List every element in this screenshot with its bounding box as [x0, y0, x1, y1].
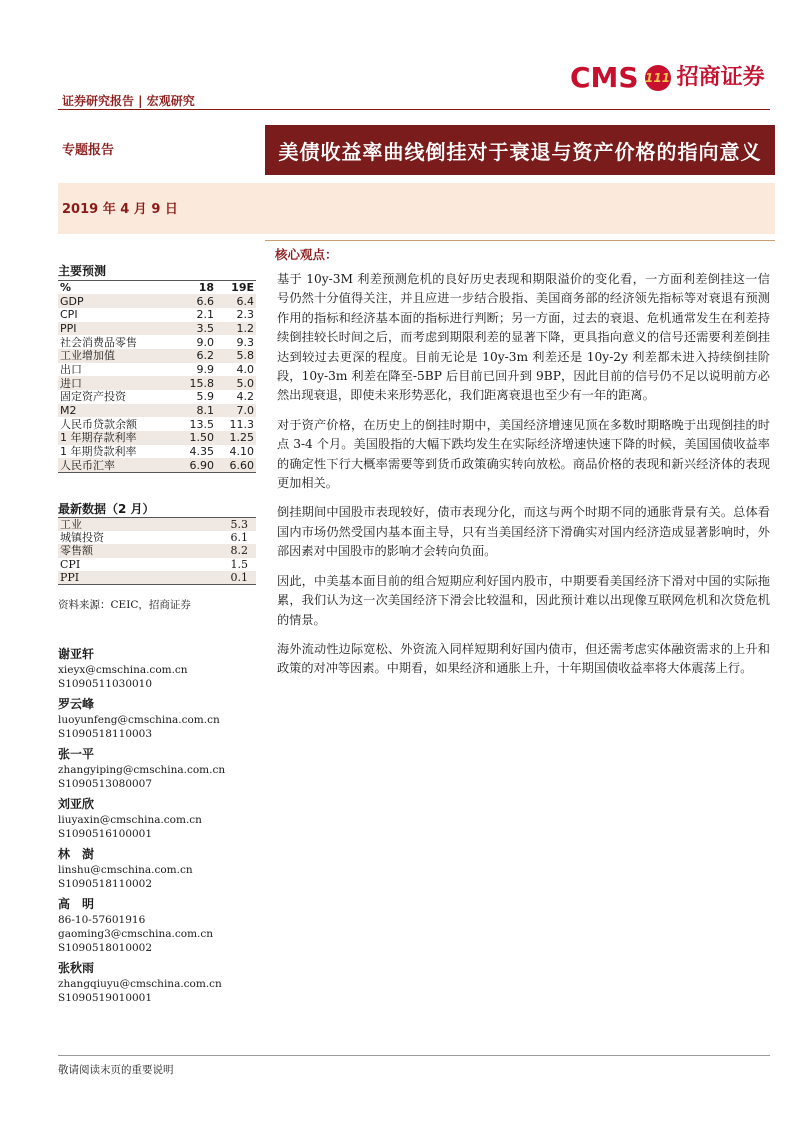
forecast-cell: 1 年期存款利率 — [58, 431, 176, 445]
core-body — [277, 270, 770, 689]
forecast-cell: 3.5 — [176, 322, 216, 336]
forecast-cell: 6.60 — [216, 458, 256, 472]
forecast-cell: 7.0 — [216, 404, 256, 418]
analyst-name: 张秋雨 — [58, 961, 95, 975]
forecast-cell: 2.3 — [236, 308, 254, 322]
analyst-block — [58, 896, 258, 955]
latest-row — [58, 571, 256, 585]
forecast-cell: 5.8 — [216, 349, 256, 363]
title-banner — [265, 125, 775, 175]
analyst-contact: zhangqiuyu@cmschina.com.cn — [58, 978, 222, 990]
forecast-cell: 5.0 — [216, 376, 256, 390]
forecast-row — [58, 363, 256, 377]
forecast-cell: 9.3 — [236, 335, 254, 349]
cms-logo — [570, 61, 765, 94]
forecast-row — [58, 376, 256, 390]
latest-cell: CPI — [60, 557, 81, 571]
analyst-contact: S1090516100001 — [58, 828, 153, 840]
forecast-cell: 5.9 — [196, 390, 214, 404]
forecast-header-cell: % — [58, 281, 176, 295]
core-paragraph: 对于资产价格，在历史上的倒挂时期中，美国经济增速见顶在多数时期略晚于出现倒挂的时点 3-4 个月。美国股指的大幅下跌均发生在实际经济增速快速下降的时候，美国国债收益率的确定性下行大概率需要等到货币政策确实转向放松。商品价格的表现和新兴经济体的表现更加相关。 — [277, 417, 770, 491]
forecast-row — [58, 322, 256, 336]
report-type: 专题报告 — [62, 143, 115, 158]
forecast-table — [58, 280, 256, 473]
forecast-cell: 6.6 — [176, 294, 216, 308]
forecast-cell: 13.5 — [189, 417, 214, 431]
latest-cell: 8.2 — [184, 544, 256, 557]
analyst-name: 谢亚轩 — [58, 647, 95, 661]
forecast-row — [58, 417, 256, 431]
breadcrumb: 证券研究报告 | 宏观研究 — [62, 94, 195, 108]
forecast-cell: 15.8 — [176, 376, 216, 390]
forecast-row — [58, 390, 256, 404]
forecast-cell: 1.2 — [216, 322, 256, 336]
latest-row — [58, 544, 256, 557]
latest-table — [58, 517, 256, 585]
core-divider — [265, 240, 775, 241]
analyst-block — [58, 796, 258, 841]
report-date: 2019 年 4 月 9 日 — [62, 202, 178, 217]
forecast-cell: PPI — [58, 322, 176, 336]
latest-cell: 城镇投资 — [60, 531, 104, 545]
analyst-list — [58, 646, 258, 1010]
forecast-row — [58, 349, 256, 363]
analyst-name: 高 明 — [58, 897, 95, 911]
analyst-block — [58, 846, 258, 891]
source-note: 资料来源：CEIC，招商证券 — [58, 599, 191, 611]
forecast-cell: 出口 — [60, 362, 82, 376]
forecast-row — [58, 445, 256, 459]
analyst-contact: S1090518010002 — [58, 942, 153, 954]
analyst-contact: S1090518110003 — [58, 728, 153, 740]
forecast-title: 主要预测 — [58, 264, 107, 278]
core-paragraph: 因此，中美基本面目前的组合短期应利好国内股市，中期要看美国经济下滑对中国的实际拖累，我们认为这一次美国经济下滑会比较温和，因此预计难以出现像互联网危机和次贷危机的情景。 — [277, 573, 770, 627]
forecast-cell: M2 — [58, 404, 176, 418]
core-paragraph: 基于 10y-3M 利差预测危机的良好历史表现和期限溢价的变化看，一方面利差倒挂这一信号仍然十分值得关注，并且应进一步结合股指、美国商务部的经济领先指标等对衰退有预测作用的指标和经济基本面的指标进行判断；另一方面，过去的衰退、危机通常发生在利差持续倒挂较长时间之后，而考虑到期限利差的显著下降，更具指向意义的信号还需要利差倒挂达到较过去更深的程度。目前无论是 10y-3m 利差还是 10y-2y 利差都未进入持续倒挂阶段，10y-3m 利差在降至-5BP 后目前已回升到 9BP，因此目前的信号仍不足以说明前方必然出现衰退，即使未来形势恶化，我们距离衰退也至少有一年的距离。 — [277, 272, 770, 403]
logo-cms-text: CMS — [570, 61, 639, 94]
analyst-block — [58, 696, 258, 741]
analyst-name: 林 澍 — [58, 847, 95, 861]
forecast-cell: 9.9 — [196, 362, 214, 376]
forecast-cell: 6.90 — [176, 458, 216, 472]
page-title: 美债收益率曲线倒挂对于衰退与资产价格的指向意义 — [278, 139, 762, 164]
forecast-cell: 4.35 — [189, 445, 214, 459]
forecast-cell: 社会消费品零售 — [60, 335, 137, 349]
analyst-contact: gaoming3@cmschina.com.cn — [58, 928, 214, 940]
analyst-block — [58, 960, 258, 1005]
forecast-cell: 11.3 — [229, 417, 254, 431]
forecast-cell: 人民币汇率 — [58, 458, 176, 472]
analyst-contact: xieyx@cmschina.com.cn — [58, 664, 188, 676]
latest-row — [58, 531, 256, 544]
latest-cell: 6.1 — [230, 531, 248, 545]
analyst-block — [58, 646, 258, 691]
analyst-name: 张一平 — [58, 747, 95, 761]
forecast-cell: 固定资产投资 — [60, 390, 126, 404]
analyst-block — [58, 746, 258, 791]
analyst-name: 罗云峰 — [58, 697, 95, 711]
forecast-cell: 2.1 — [196, 308, 214, 322]
analyst-contact: zhangyiping@cmschina.com.cn — [58, 764, 226, 776]
forecast-cell: 6.4 — [216, 294, 256, 308]
forecast-cell: 4.10 — [229, 445, 254, 459]
analyst-contact: liuyaxin@cmschina.com.cn — [58, 814, 202, 826]
latest-cell: 0.1 — [184, 571, 256, 585]
analyst-contact: S1090511030010 — [58, 678, 153, 690]
latest-title: 最新数据（2 月） — [58, 502, 155, 516]
forecast-header-cell: 18 — [176, 281, 216, 295]
forecast-row — [58, 431, 256, 445]
forecast-cell: 1.25 — [216, 431, 256, 445]
forecast-cell: 工业增加值 — [58, 349, 176, 363]
core-paragraph: 倒挂期间中国股市表现较好，债市表现分化，而这与两个时期不同的通胀背景有关。总体看国内市场仍然受国内基本面主导，只有当美国经济下滑确实对国内经济造成显著影响时，外部因素对中国股市的影响才会转向负面。 — [277, 505, 770, 559]
forecast-row — [58, 294, 256, 308]
core-paragraph: 海外流动性边际宽松、外资流入同样短期利好国内债市，但还需考虑实体融资需求的上升和政策的对冲等因素。中期看，如果经济和通胀上升，十年期国债收益率将大体震荡上行。 — [277, 641, 770, 676]
analyst-contact: S1090513080007 — [58, 778, 153, 790]
forecast-cell: 人民币贷款余额 — [60, 417, 137, 431]
analyst-contact: 86-10-57601916 — [58, 914, 146, 926]
latest-cell: 5.3 — [184, 518, 256, 532]
header-divider — [58, 109, 770, 110]
forecast-header-cell: 19E — [216, 281, 256, 295]
latest-cell: 1.5 — [230, 557, 248, 571]
forecast-cell: 4.0 — [236, 362, 254, 376]
logo-badge-icon: 111 — [645, 65, 671, 91]
logo-cn-text: 招商证券 — [676, 65, 765, 90]
latest-row — [58, 558, 256, 571]
forecast-row — [58, 458, 256, 472]
forecast-row — [58, 308, 256, 322]
forecast-header-row — [58, 281, 256, 295]
forecast-cell: 9.0 — [196, 335, 214, 349]
forecast-cell: CPI — [60, 308, 78, 322]
forecast-row — [58, 404, 256, 418]
forecast-cell: 进口 — [58, 376, 176, 390]
analyst-name: 刘亚欣 — [58, 797, 95, 811]
forecast-row — [58, 335, 256, 349]
analyst-contact: linshu@cmschina.com.cn — [58, 864, 193, 876]
latest-cell: PPI — [58, 571, 184, 585]
analyst-contact: luoyunfeng@cmschina.com.cn — [58, 714, 220, 726]
forecast-cell: 1.50 — [176, 431, 216, 445]
forecast-cell: 8.1 — [176, 404, 216, 418]
latest-cell: 工业 — [58, 518, 184, 532]
latest-row — [58, 518, 256, 532]
forecast-cell: 1 年期贷款利率 — [60, 445, 137, 459]
analyst-contact: S1090519010001 — [58, 992, 153, 1004]
forecast-cell: GDP — [58, 294, 176, 308]
footer-divider — [58, 1055, 770, 1056]
analyst-contact: S1090518110002 — [58, 878, 153, 890]
footer-note: 敬请阅读末页的重要说明 — [58, 1064, 174, 1076]
latest-cell: 零售额 — [58, 544, 184, 557]
forecast-cell: 4.2 — [236, 390, 254, 404]
core-title: 核心观点： — [275, 247, 338, 262]
forecast-cell: 6.2 — [176, 349, 216, 363]
